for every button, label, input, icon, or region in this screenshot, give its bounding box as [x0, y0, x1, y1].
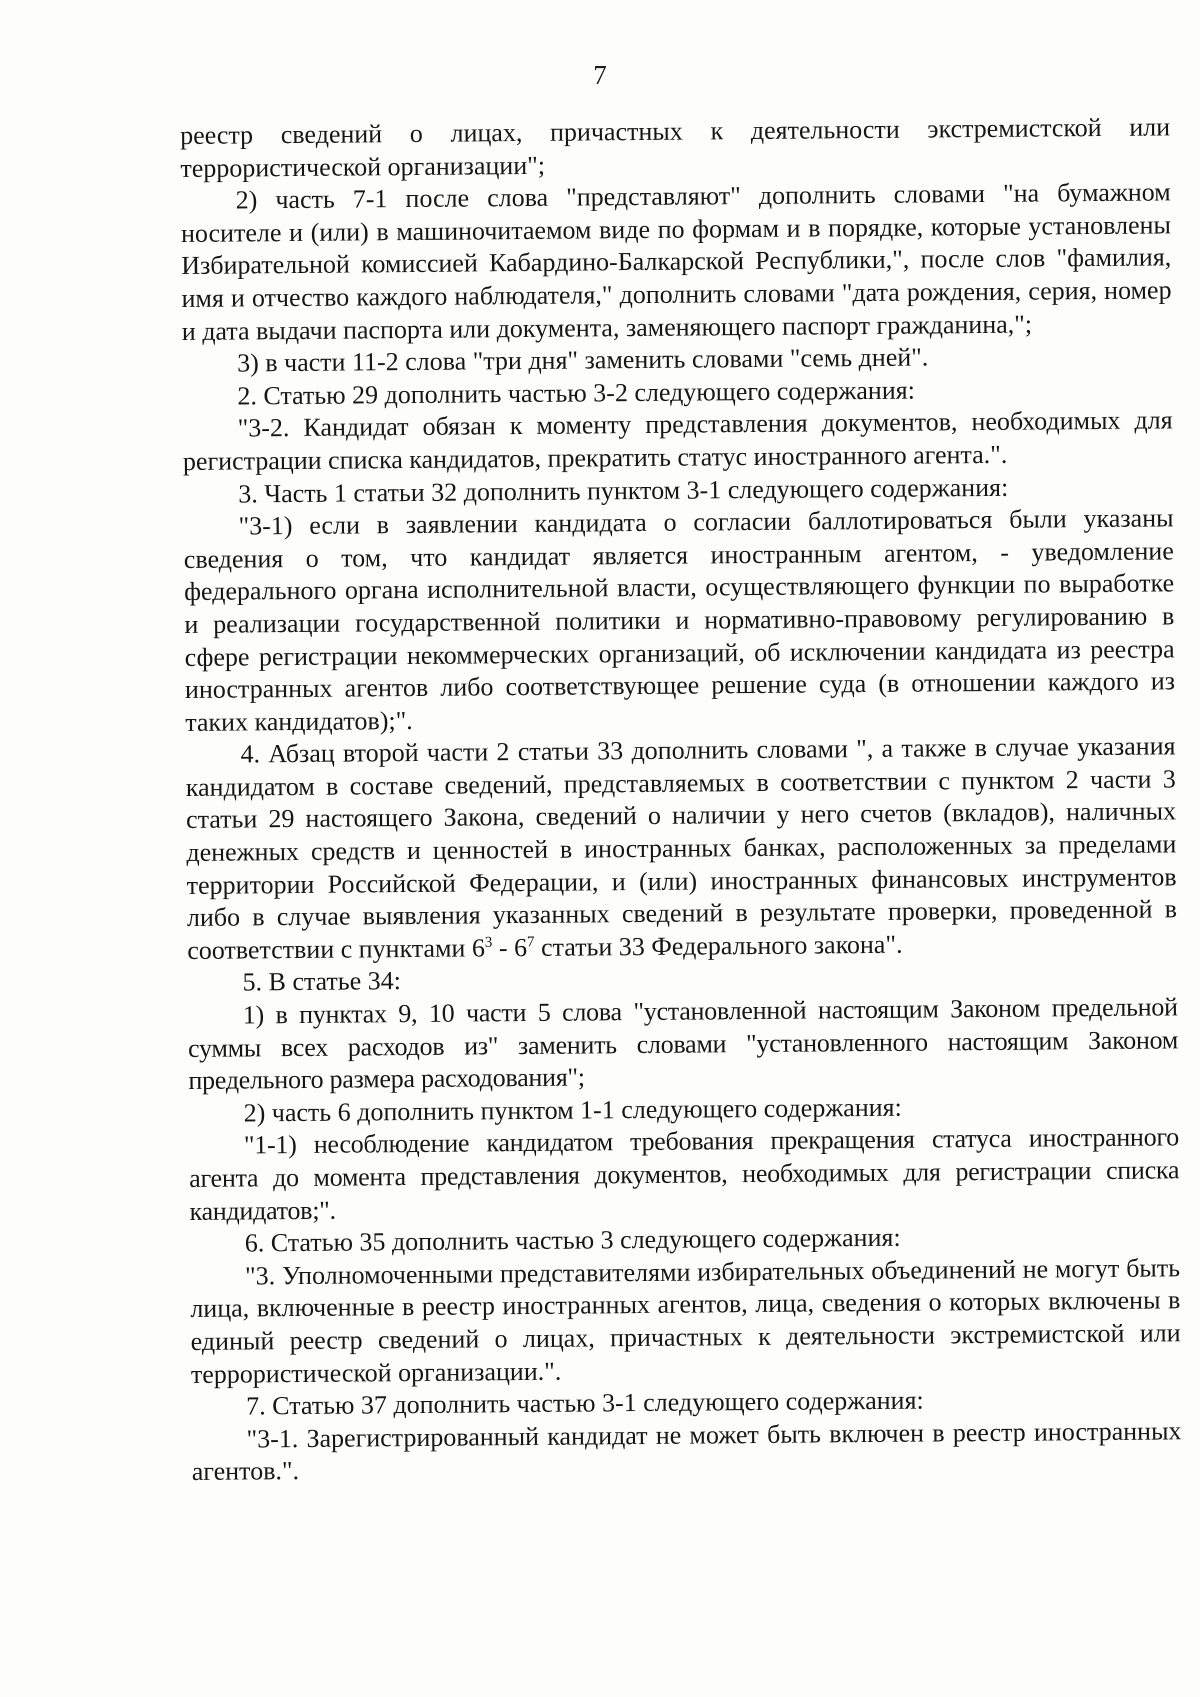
paragraph-article-33-dash: - 6: [492, 932, 528, 963]
paragraph-item-2-part-6: 2) часть 6 дополнить пунктом 1-1 следующего содержания:: [243, 1092, 902, 1128]
paragraph-quote-3-1-notice: "3-1) если в заявлении кандидата о согласии баллотироваться были указаны сведения о том, что кандидат является иностранным агентом, - уведомление федерального органа исполнительной власти, осуществляющего функции по выработке и реализации государственной политики и нормативно-правовому регулированию в сфере регистрации некоммерческих организаций, об исключении кандидата из реестра иностранных агентов либо соответствующее решение суда (в отношении каждого из таких кандидатов);".: [183, 503, 1176, 737]
paragraph-article-33-text: 4. Абзац второй части 2 статьи 33 дополнить словами ", а также в случае указания кандидатом в составе сведений, представляемых в соответствии с пунктом 2 части 3 статьи 29 настоящего Закона, сведений о наличии у него счетов (вкладов), наличных денежных средств и ценностей в иностранных банках, расположенных за пределами территории Российской Федерации, и (или) иностранных финансовых инструментов либо в случае выявления указанных сведений в результате проверки, проведенной в соответствии с пунктами 6: [185, 731, 1178, 965]
paragraph-item-1-expenses: 1) в пунктах 9, 10 части 5 слова "установленной настоящим Законом предельной суммы всех расходов из" заменить словами "установленного настоящим Законом предельного размера расходования";: [187, 992, 1179, 1096]
paragraph-quote-3-2: "3-2. Кандидат обязан к моменту представления документов, необходимых для регистрации списка кандидатов, прекратить статус иностранного агента.".: [182, 405, 1173, 476]
paragraph-article-35: 6. Статью 35 дополнить частью 3 следующего содержания:: [244, 1222, 901, 1258]
paragraph-quote-3-1-candidate: "3-1. Зарегистрированный кандидат не может быть включен в реестр иностранных агентов.".: [191, 1416, 1182, 1487]
paragraph-item-2-observers: 2) часть 7-1 после слова "представляют" дополнить словами "на бумажном носителе и (или) в машиночитаемом виде по формам и в порядке, которые установлены Избирательной комиссией Кабардино-Балкарской Республики,", после слов "фамилия, имя и отчество каждого наблюдателя," дополнить словами "дата рождения, серия, номер и дата выдачи паспорта или документа, заменяющего паспорт гражданина,";: [180, 177, 1172, 346]
paragraph-quote-3-representatives: "3. Уполномоченными представителями избирательных объединений не могут быть лица, включенные в реестр иностранных агентов, лица, сведения о которых включены в единый реестр сведений о лицах, причастных к деятельности экстремистской или террористической организации.".: [190, 1253, 1181, 1389]
document-body: [180, 111, 1182, 1489]
paragraph-article-37: 7. Статью 37 дополнить частью 3-1 следующего содержания:: [246, 1385, 924, 1421]
paragraph-article-33: [185, 731, 1177, 968]
page-number: 7: [593, 60, 607, 90]
paragraph-quote-1-1: "1-1) несоблюдение кандидатом требования прекращения статуса иностранного агента до момента представления документов, необходимых для регистрации списка кандидатов;".: [189, 1122, 1180, 1226]
superscript: 7: [526, 934, 535, 951]
paragraph-article-34: 5. В статье 34:: [242, 966, 402, 997]
paragraph-item-3-days: 3) в части 11-2 слова "три дня" заменить словами "семь дней".: [236, 342, 929, 378]
paragraph-article-32: 3. Часть 1 статьи 32 дополнить пунктом 3-1 следующего содержания:: [238, 472, 1009, 509]
paragraph-article-29: 2. Статью 29 дополнить частью 3-2 следующего содержания:: [237, 375, 916, 411]
paragraph-article-33-end: статьи 33 Федерального закона".: [534, 929, 903, 962]
superscript: 3: [484, 934, 493, 951]
paragraph-continuation: реестр сведений о лицах, причастных к деятельности экстремистской или террористической организации";: [180, 112, 1171, 183]
